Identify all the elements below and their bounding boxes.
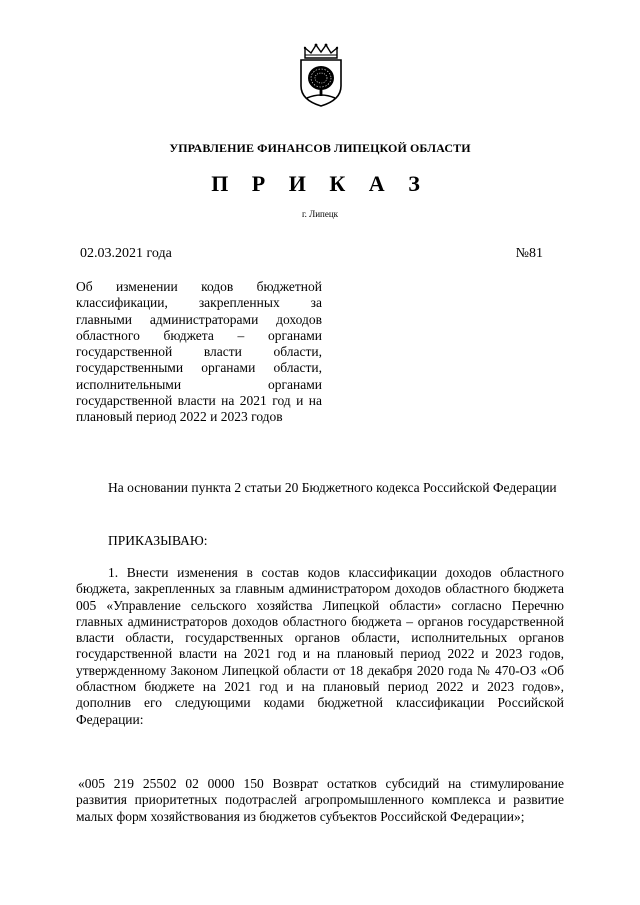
document-city: г. Липецк (301, 209, 339, 219)
document-subject: Об изменении кодов бюджетной классификации, закрепленных за главными администраторами доходов областного бюджета – органами государственной власти области, государственными органами области, исполнительными органами государственной власти на 2021 год и на плановый период 2022 и 2023 годов (76, 279, 322, 425)
item-1-paragraph: 1. Внести изменения в состав кодов классификации доходов областного бюджета, закрепленных за главным администратором доходов областного бюджета 005 «Управление сельского хозяйства Липецкой области» согласно Перечню главных администраторов доходов областного бюджета – органов государственной власти области, государственных органов области, исполнительных органов государственной власти на 2021 год и на плановый период 2022 и 2023 годов, утвержденному Законом Липецкой области от 18 декабря 2020 года № 470-ОЗ «Об областном бюджете на 2021 год и на плановый период 2022 и 2023 годов», дополнив его следующими кодами бюджетной классификации Российской Федерации: (76, 565, 564, 727)
order-word: ПРИКАЗЫВАЮ: (108, 533, 208, 548)
document-number: №81 (515, 246, 543, 261)
document-title: П Р И К А З (211, 171, 429, 196)
code-entry-paragraph: «005 219 25502 02 0000 150 Возврат остатков субсидий на стимулирование развития приоритетных подотраслей агропромышленного комплекса и развитие малых форм хозяйствования из бюджетов субъектов Российской Федерации»; (76, 776, 564, 824)
basis-paragraph: На основании пункта 2 статьи 20 Бюджетного кодекса Российской Федерации (108, 480, 557, 495)
coat-of-arms-icon (295, 42, 347, 108)
organization-name: УПРАВЛЕНИЕ ФИНАНСОВ ЛИПЕЦКОЙ ОБЛАСТИ (169, 141, 471, 155)
document-date: 02.03.2021 года (80, 246, 172, 261)
